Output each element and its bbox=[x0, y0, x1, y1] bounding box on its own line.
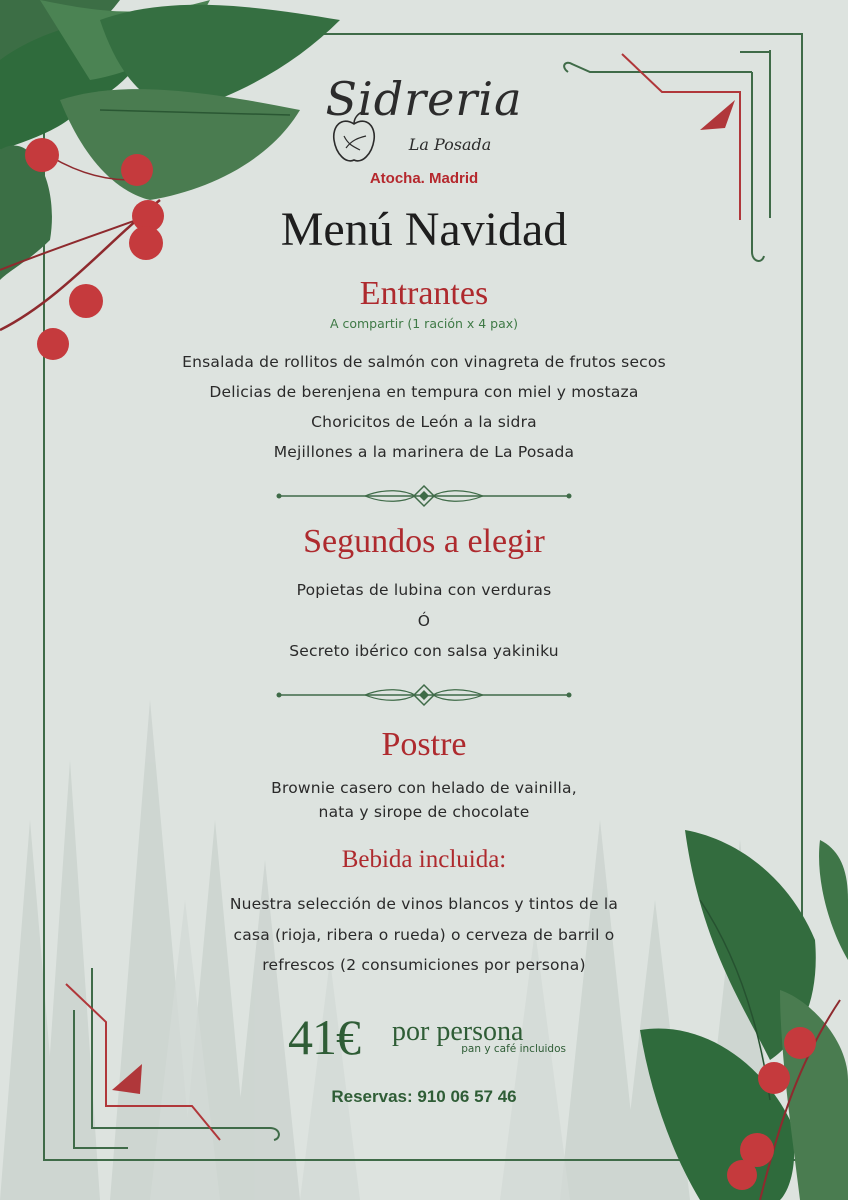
ornamental-divider bbox=[275, 683, 573, 707]
price-amount: 41€ bbox=[288, 1009, 360, 1065]
corner-ornament-bottom-left bbox=[66, 968, 279, 1148]
price-includes: pan y café incluidos bbox=[461, 1043, 566, 1055]
section-title-segundos: Segundos a elegir bbox=[303, 523, 545, 560]
menu-item: Secreto ibérico con salsa yakiniku bbox=[289, 642, 559, 660]
menu-item: refrescos (2 consumiciones por persona) bbox=[262, 956, 586, 974]
reservations-phone: Reservas: 910 06 57 46 bbox=[331, 1087, 517, 1106]
menu-item: Choricitos de León a la sidra bbox=[311, 413, 537, 431]
price-per: por persona bbox=[392, 1016, 524, 1047]
menu-item: nata y sirope de chocolate bbox=[318, 803, 530, 821]
section-title-entrantes: Entrantes bbox=[359, 275, 489, 312]
menu-item: Ó bbox=[417, 612, 431, 630]
price-block bbox=[288, 1008, 578, 1068]
menu-item: Brownie casero con helado de vainilla, bbox=[271, 779, 577, 797]
brand-subname: La Posada bbox=[408, 135, 492, 154]
menu-title: Menú Navidad bbox=[280, 203, 568, 256]
section-title-postre: Postre bbox=[381, 726, 467, 763]
menu-item: Nuestra selección de vinos blancos y tintos de la bbox=[229, 895, 619, 913]
ornamental-divider bbox=[275, 484, 573, 508]
menu-item: Popietas de lubina con verduras bbox=[296, 581, 552, 599]
holly-bottom-right-icon bbox=[640, 830, 848, 1200]
section-title-bebida: Bebida incluida: bbox=[341, 846, 507, 873]
menu-item: Ensalada de rollitos de salmón con vinagreta de frutos secos bbox=[182, 353, 666, 371]
menu-item: casa (rioja, ribera o rueda) o cerveza de barril o bbox=[233, 926, 615, 944]
brand-location: Atocha. Madrid bbox=[369, 170, 479, 187]
menu-item: Mejillones a la marinera de La Posada bbox=[273, 443, 575, 461]
entrantes-note: A compartir (1 ración x 4 pax) bbox=[329, 316, 519, 331]
brand-name: Sidreria bbox=[325, 72, 523, 126]
menu-item: Delicias de berenjena en tempura con miel y mostaza bbox=[209, 383, 639, 401]
